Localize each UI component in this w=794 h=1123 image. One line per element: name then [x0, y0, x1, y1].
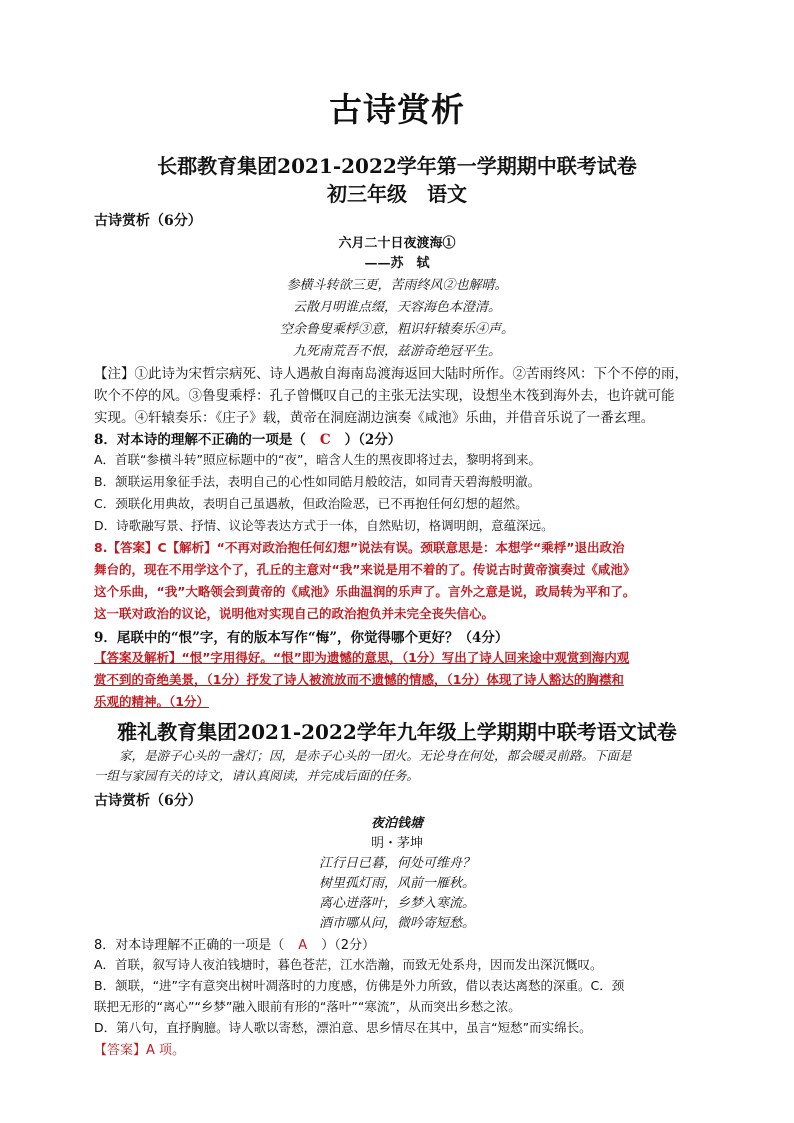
section-label-2: 古诗赏析（6分） — [94, 793, 202, 809]
explanation-line: 8.【答案】C【解析】“不再对政治抱任何幻想”说法有误。颈联意思是：本想学“乘桴”退出政治 — [94, 540, 625, 555]
poem-title-1: 六月二十日夜渡海① — [338, 236, 456, 251]
question-8-1-prefix: 8．对本诗的理解不正确的一项是（ — [94, 432, 306, 448]
answer-line: 【答案及解析】“恨”字用得好。“恨”即为遗憾的意思，（1分）写出了诗人回来途中观赏到海内观 — [94, 650, 630, 665]
option-c: C．颈联化用典故，表明自己虽遇赦，但政治险恶，已不再抱任何幻想的超然。 — [94, 496, 528, 511]
answer-2-label: 【答案】 — [94, 1043, 147, 1058]
option-line: B．颔联，“进”字有意突出树叶凋落时的力度感，仿佛是外力所致，借以表达离愁的深重。C．颈 — [94, 978, 625, 993]
poem2-line: 离心迸落叶，乡梦入寒流。 — [318, 896, 475, 911]
intro-line: 家，是游子心头的一盏灯；因，是赤子心头的一团火。无论身在何处，都会暖灵前路。下面是 — [94, 748, 632, 763]
page-title: 古诗赏析 — [329, 90, 465, 129]
question-8-1 — [94, 428, 704, 448]
question-9: 9．尾联中的“恨”字，有的版本写作“悔”，你觉得哪个更好？（4分） — [94, 630, 509, 646]
explanation-line: 这一联对政治的议论，说明他对实现自己的政治抱负并未完全丧失信心。 — [94, 606, 495, 621]
explanation-line: 这个乐曲，“我”大略领会到黄帝的《咸池》乐曲温润的乐声了。言外之意是说，政局转为平和了。 — [94, 584, 636, 599]
option-line: 联把无形的“离心”“乡梦”融入眼前有形的“落叶”“寒流”，从而突出乡愁之浓。 — [94, 999, 521, 1014]
exam-title-1: 长郡教育集团2021-2022学年第一学期期中联考试卷 — [157, 154, 637, 178]
poem1-line: 参横斗转欲三更，苦雨终风②也解晴。 — [286, 278, 508, 293]
option-a: A．首联“参横斗转”照应标题中的“夜”，暗含人生的黑夜即将过去，黎明将到来。 — [94, 452, 541, 467]
question-8-1-answer: C — [319, 432, 331, 448]
poem1-line: 空余鲁叟乘桴③意，粗识轩辕奏乐④声。 — [279, 322, 514, 337]
answer-2-text: A 项。 — [146, 1043, 186, 1058]
poem-author-2: 明・茅坤 — [370, 836, 423, 851]
question-8-2 — [94, 934, 704, 953]
question-8-2-suffix: ）（2分） — [321, 938, 375, 953]
note-line: 吹个不停的风。③鲁叟乘桴：孔子曾慨叹自己的主张无法实现，设想坐木筏到海外去，也许就可能 — [94, 388, 675, 404]
poem1-line: 云散月明谁点缀，天容海色本澄清。 — [292, 300, 501, 315]
option-line: A．首联，叙写诗人夜泊钱塘时，暮色苍茫，江水浩瀚，而致无处系舟，因而发出深沉慨叹。 — [94, 957, 603, 972]
note-line: 【注】①此诗为宋哲宗病死、诗人遇赦自海南岛渡海返回大陆时所作。②苦雨终风：下个不停的雨， — [94, 366, 688, 382]
answer-line: 乐观的精神。（1分） — [94, 694, 209, 709]
poem-title-2: 夜泊钱塘 — [370, 816, 423, 831]
section-label-1: 古诗赏析（6分） — [94, 213, 202, 229]
question-8-2-prefix: 8．对本诗理解不正确的一项是（ — [94, 938, 285, 953]
answer-line: 赏不到的奇绝美景，（1分）抒发了诗人被流放而不遗憾的情感，（1分）体现了诗人豁达的胸襟和 — [94, 672, 624, 687]
exam-title-2: 雅礼教育集团2021-2022学年九年级上学期期中联考语文试卷 — [117, 720, 677, 744]
poem2-line: 江行日已暮，何处可维舟？ — [318, 856, 475, 871]
poem1-line: 九死南荒吾不恨，兹游奇绝冠平生。 — [292, 344, 501, 359]
exam-subtitle-1: 初三年级 语文 — [327, 182, 467, 206]
poem-author-1: ——苏 轼 — [364, 256, 430, 271]
explanation-line: 舞台的，现在不用学这个了，孔丘的主意对“我”来说是用不着的了。传说古时黄帝演奏过《咸池》 — [94, 562, 636, 577]
poem2-line: 树里孤灯雨，风前一雁秋。 — [318, 876, 475, 891]
option-b: B．颔联运用象征手法，表明自己的心性如同皓月般皎洁，如同青天碧海般明澈。 — [94, 474, 541, 489]
poem2-line: 酒市哪从问，微吟寄短愁。 — [318, 916, 475, 931]
intro-line: 一组与家园有关的诗文，请认真阅读，并完成后面的任务。 — [94, 768, 420, 783]
question-8-1-suffix: ）（2分） — [344, 432, 402, 448]
option-line: D．第八句，直抒胸臆。诗人歌以寄愁，漂泊意、思乡情尽在其中，虽言“短愁”而实绵长。 — [94, 1020, 592, 1035]
question-8-2-answer: A — [298, 938, 308, 953]
answer-2 — [94, 1039, 704, 1058]
option-d: D．诗歌融写景、抒情、议论等表达方式于一体，自然贴切，格调明朗，意蕴深远。 — [94, 518, 554, 533]
note-line: 实现。④轩辕奏乐：《庄子》载，黄帝在洞庭湖边演奏《咸池》乐曲，并借音乐说了一番玄理。 — [94, 410, 655, 426]
